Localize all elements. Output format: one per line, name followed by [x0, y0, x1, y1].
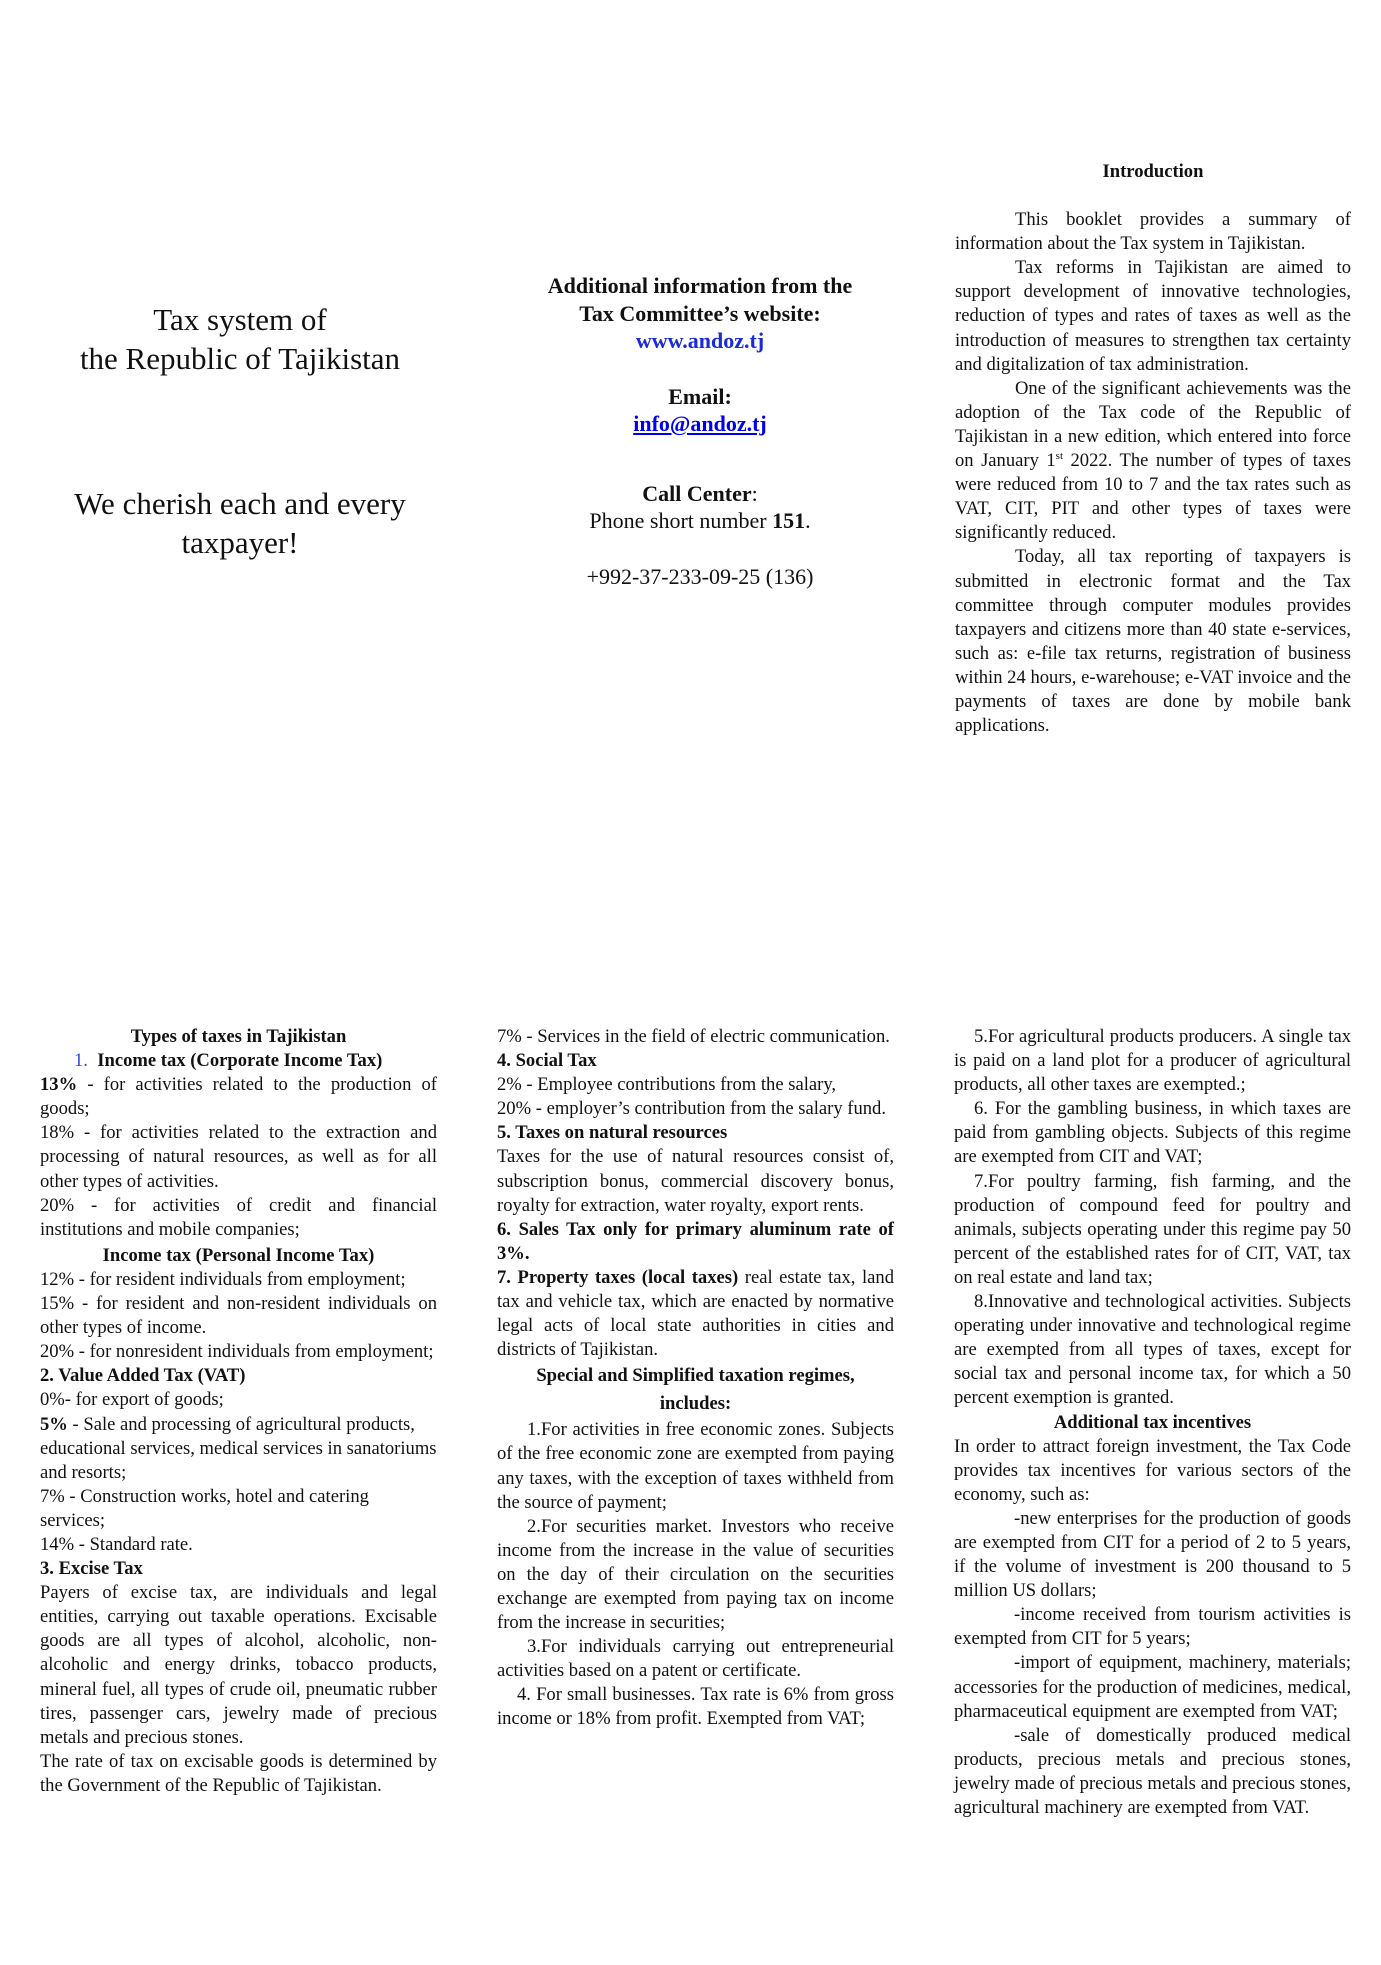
- website-link[interactable]: www.andoz.tj: [635, 328, 765, 353]
- regime-8: 8.Innovative and technological activities. Subjects operating under innovative and technological regime are exempted from all types of taxes, except for social tax and personal income tax, for which a 50 percent exemption is granted.: [954, 1291, 1351, 1409]
- intro-paragraph-2: Tax reforms in Tajikistan are aimed to support development of innovative technologies, reduction of types and rates of taxes as well as the introduction of measures to strengthen tax certainty and digitalization of tax administration.: [955, 257, 1351, 375]
- taxes-middle-column: [497, 1025, 894, 1732]
- pit-rate-20: 20% - for nonresident individuals from employment;: [40, 1341, 434, 1363]
- social-rate-20: 20% - employer’s contribution from the salary fund.: [497, 1098, 886, 1120]
- contact-panel: [500, 272, 900, 590]
- incentives-intro: In order to attract foreign investment, the Tax Code provides tax incentives for various sectors of the economy, such as:: [954, 1435, 1351, 1505]
- cit-rate-20: 20% - for activities of credit and financial institutions and mobile companies;: [40, 1194, 437, 1240]
- booklet-title: [40, 300, 440, 378]
- social-rate-2: 2% - Employee contributions from the salary,: [497, 1074, 837, 1096]
- incentive-2: -income received from tourism activities is exempted from CIT for 5 years;: [954, 1604, 1351, 1650]
- vat-rate-14: 14% - Standard rate.: [40, 1533, 193, 1555]
- short-number-prefix: Phone short number: [589, 508, 773, 533]
- short-number-line: [500, 507, 900, 535]
- contact-heading-line-2: Tax Committee’s website:: [579, 300, 821, 326]
- intro-paragraph-3: [955, 377, 1351, 546]
- property-tax-paragraph: [497, 1266, 894, 1362]
- cit-heading: [40, 1049, 437, 1073]
- call-center-label: Call Center: [642, 480, 752, 506]
- vat-rate-7: 7% - Construction works, hotel and catering services;: [40, 1485, 369, 1531]
- types-of-taxes-column: [40, 1025, 437, 1798]
- regime-4: 4. For small businesses. Tax rate is 6% from gross income or 18% from profit. Exempted from VAT;: [497, 1684, 894, 1730]
- excise-paragraph-2: The rate of tax on excisable goods is determined by the Government of the Republic of Tajikistan.: [40, 1750, 437, 1796]
- regime-1: 1.For activities in free economic zones. Subjects of the free economic zone are exempted from paying any taxes, with the exception of taxes withheld from the source of payment;: [497, 1419, 894, 1513]
- introduction-heading: Introduction: [1102, 161, 1204, 182]
- excise-paragraph-1: Payers of excise tax, are individuals and legal entities, carrying out taxable operations. Excisable goods are all types of alcohol, alcoholic, non-alcoholic and energy drinks, tobacco products, mineral fuel, all types of crude oil, pneumatic rubber tires, passenger cars, jewelry made of precious metals and precious stones.: [40, 1582, 437, 1748]
- pit-heading: Income tax (Personal Income Tax): [102, 1244, 375, 1266]
- booklet-title-line-2: the Republic of Tajikistan: [79, 341, 401, 376]
- booklet-title-line-1: Tax system of: [153, 302, 327, 337]
- incentives-heading: Additional tax incentives: [1053, 1411, 1252, 1433]
- pit-rate-15: 15% - for resident and non-resident individuals on other types of income.: [40, 1293, 437, 1339]
- short-number: 151: [772, 508, 806, 533]
- property-tax-text: real estate tax, land tax and vehicle tax, which are enacted by normative legal acts of local state authorities in cities and districts of Tajikistan.: [497, 1266, 894, 1361]
- email-link[interactable]: info@andoz.tj: [633, 411, 767, 436]
- excise-rate-7: 7% - Services in the field of electric communication.: [497, 1026, 890, 1047]
- vat-heading: 2. Value Added Tax (VAT): [40, 1365, 246, 1387]
- special-regimes-heading: Special and Simplified taxation regimes, includes:: [536, 1365, 855, 1415]
- regime-5: 5.For agricultural products producers. A single tax is paid on a land plot for a producer of agricultural products, all other taxes are exempted.;: [954, 1026, 1351, 1096]
- cit-rate-18: 18% - for activities related to the extraction and processing of natural resources, as well as for all other types of activities.: [40, 1122, 437, 1192]
- sales-tax-heading: 6. Sales Tax only for primary aluminum rate of 3%.: [497, 1218, 894, 1264]
- regimes-incentives-column: [954, 1025, 1351, 1820]
- excise-heading: 3. Excise Tax: [40, 1558, 143, 1580]
- intro-paragraph-3-b: 2022. The number of types of taxes were reduced from 10 to 7 and the tax rates such as VAT, CIT, PIT and other types of taxes were significantly reduced.: [955, 450, 1351, 544]
- cit-title: Income tax (Corporate Income Tax): [97, 1050, 383, 1072]
- contact-heading-line-1: Additional information from the: [547, 273, 853, 298]
- vat-rate-0: 0%- for export of goods;: [40, 1389, 224, 1411]
- property-tax-heading: 7. Property taxes (local taxes): [497, 1266, 739, 1288]
- social-tax-heading: 4. Social Tax: [497, 1050, 597, 1072]
- phone-number: +992-37-233-09-25 (136): [586, 563, 814, 589]
- natural-resources-text: Taxes for the use of natural resources consist of, subscription bonus, commercial discovery bonus, royalty for extraction, water royalty, export rents.: [497, 1146, 894, 1216]
- intro-paragraph-4: Today, all tax reporting of taxpayers is submitted in electronic format and the Tax committee through computer modules provides taxpayers and citizens more than 40 state e-services, such as: e-file tax returns, registration of business within 24 hours, e-warehouse; e-VAT invoice and the payments of taxes are done by mobile bank applications.: [955, 546, 1351, 737]
- call-center-colon: :: [751, 480, 758, 506]
- cit-number: 1.: [74, 1050, 88, 1072]
- short-number-suffix: .: [805, 508, 811, 533]
- incentive-3: -import of equipment, machinery, materials; accessories for the production of medicines, medical, pharmaceutical equipment are exempted from VAT;: [954, 1652, 1351, 1722]
- email-label: Email:: [668, 383, 732, 409]
- call-center-line: [500, 480, 900, 508]
- booklet-motto-line-2: taxpayer!: [181, 525, 299, 560]
- booklet-motto-line-1: We cherish each and every: [74, 486, 406, 521]
- regime-6: 6. For the gambling business, in which taxes are paid from gambling objects. Subjects of this regime are exempted from CIT and VAT;: [954, 1098, 1351, 1168]
- booklet-motto: [40, 484, 440, 562]
- intro-paragraph-1: This booklet provides a summary of information about the Tax system in Tajikistan.: [955, 209, 1351, 255]
- regime-7: 7.For poultry farming, fish farming, and the production of compound feed for poultry and animals, subjects operating under this regime pay 50 percent of the established rates for of CIT, VAT, tax on real estate and land tax;: [954, 1170, 1351, 1288]
- incentive-1: -new enterprises for the production of goods are exempted from CIT for a period of 2 to 5 years, if the volume of investment is 200 thousand to 5 million US dollars;: [954, 1507, 1351, 1602]
- introduction-panel: [955, 160, 1351, 738]
- pit-rate-12: 12% - for resident individuals from employment;: [40, 1268, 406, 1290]
- intro-paragraph-3-sup: st: [1055, 449, 1064, 462]
- natural-resources-heading: 5. Taxes on natural resources: [497, 1122, 728, 1144]
- regime-2: 2.For securities market. Investors who receive income from the increase in the value of securities on the day of their circulation on the securities exchange are exempted from paying tax on income from the increase in securities;: [497, 1515, 894, 1634]
- types-of-taxes-heading: Types of taxes in Tajikistan: [130, 1026, 347, 1047]
- intro-paragraph-3-a: One of the significant achievements was the adoption of the Tax code of the Republic of Tajikistan in a new edition, which entered into force on January 1: [955, 377, 1351, 472]
- regime-3: 3.For individuals carrying out entrepreneurial activities based on a patent or certificate.: [497, 1636, 894, 1682]
- vat-rate-5: 5% - Sale and processing of agricultural products, educational services, medical services in sanatoriums and resorts;: [40, 1413, 437, 1483]
- cit-rate-13: 13% - for activities related to the production of goods;: [40, 1074, 437, 1120]
- incentive-4: -sale of domestically produced medical products, precious metals and precious stones, jewelry made of precious metals and precious stones, agricultural machinery are exempted from VAT.: [954, 1724, 1351, 1818]
